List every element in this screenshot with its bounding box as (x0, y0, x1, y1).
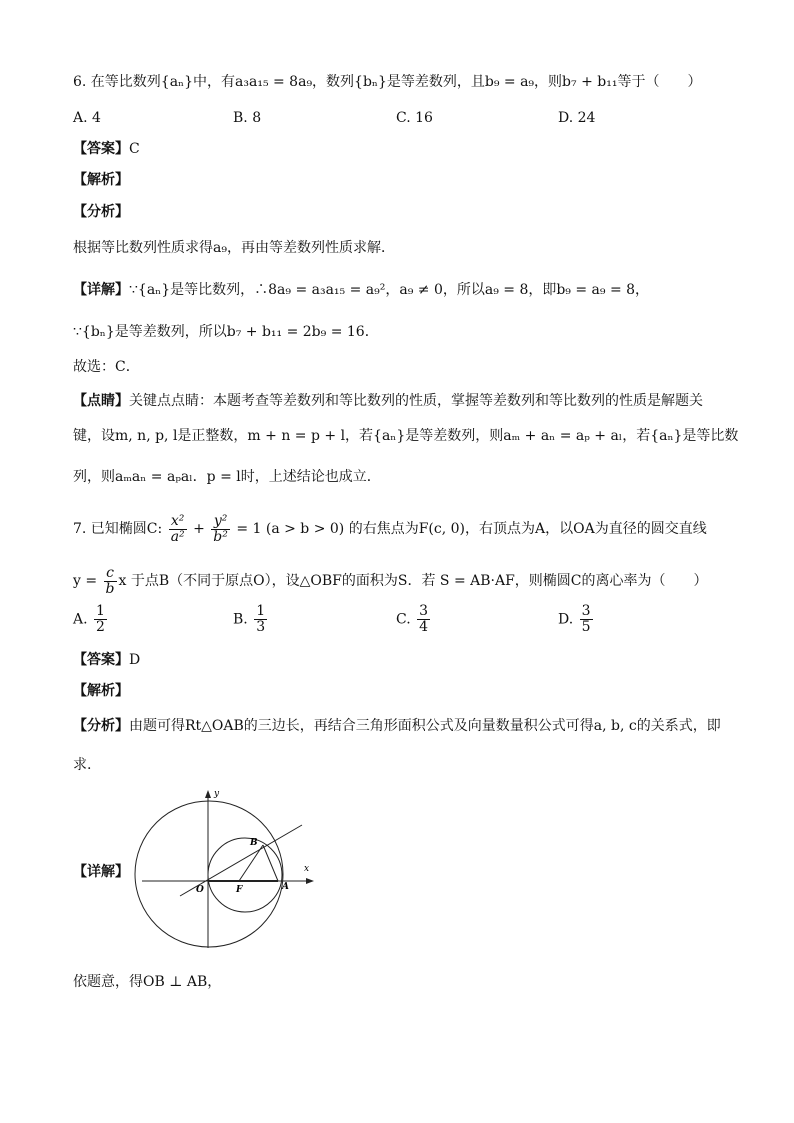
q7-plus: + (188, 521, 210, 537)
q6-dianjing-line2: 键，设m, n, p, l是正整数，m + n = p + l，若{aₙ}是等差数列，则aₘ + aₙ = aₚ + aₗ，若{aₙ}是等比数 (73, 428, 739, 444)
segment-ab (263, 845, 278, 881)
q7-analysis-tag: 【解析】 (73, 683, 129, 699)
q7-frac-x: $\frac{\text{x²}}{\text{a²}}$ (170, 512, 185, 545)
q7-fenxi-text1: 由题可得Rt△OAB的三边长，再结合三角形面积公式及向量数量积公式可得a, b, c的关系式，即 (129, 718, 721, 734)
q6-dianjing-line3: 列，则aₘaₙ = aₚaₗ．p = l时，上述结论也成立． (73, 469, 381, 485)
q6-analysis-tag: 【解析】 (73, 172, 129, 188)
focus-label: F (236, 885, 243, 895)
q6-answer-value: C (129, 141, 140, 157)
q7-option-d: D. $\frac{3}{5}$ (558, 603, 591, 635)
q7-option-b-frac: $\frac{1}{3}$ (256, 603, 266, 635)
diameter-circle (208, 838, 282, 912)
q6-fenxi-text: 根据等比数列性质求得a₉，再由等差数列性质求解． (73, 240, 395, 256)
q6-answer-row (73, 139, 140, 159)
q6-detail-line2: ∵{bₙ}是等差数列，所以b₇ + b₁₁ = 2b₉ = 16． (73, 324, 379, 340)
q7-fenxi-line1 (73, 716, 721, 736)
q6-detail-text1: ∵{aₙ}是等比数列，∴8a₉ = a₃a₁₅ = a₉²，a₉ ≠ 0，所以a₉ = 8，即b₉ = a₉ = 8， (129, 282, 650, 298)
q6-option-a: A. 4 (73, 110, 101, 126)
q7-frac-y: $\frac{\text{y²}}{\text{b²}}$ (213, 512, 228, 545)
q6-stem: 6. 在等比数列{aₙ}中，有a₃a₁₅ = 8a₉，数列{bₙ}是等差数列，且b₉ = a₉，则b₇ + b₁₁等于（ ） (73, 74, 702, 90)
q6-option-b: B. 8 (233, 110, 262, 126)
q7-option-d-frac: $\frac{3}{5}$ (581, 603, 591, 635)
q7-stem-post: = 1 (a > b > 0) 的右焦点为F(c, 0)，右顶点为A，以OA为直径的圆交直线 (231, 521, 707, 537)
q6-detail-line1 (73, 280, 649, 300)
q7-stem-line2 (73, 564, 708, 598)
q7-option-b: B. $\frac{1}{3}$ (233, 603, 266, 635)
q6-option-c: C. 16 (396, 110, 433, 126)
answer-tag: 【答案】 (73, 652, 129, 668)
q7-option-a-frac: $\frac{1}{2}$ (96, 603, 105, 635)
detail-tag: 【详解】 (73, 282, 129, 298)
q7-answer-row (73, 650, 140, 670)
y-axis-label: y (214, 789, 220, 799)
q7-frac-cb: $\frac{c}{b}$ (105, 564, 115, 597)
q7-detail-tag: 【详解】 (73, 864, 129, 880)
fenxi-tag: 【分析】 (73, 718, 129, 734)
answer-tag: 【答案】 (73, 141, 129, 157)
dianjing-tag: 【点睛】 (73, 393, 129, 409)
vertex-label: A (282, 882, 289, 892)
ellipse (135, 801, 283, 947)
q7-line2-pre: y = (73, 573, 102, 589)
q7-stem-pre: 7. 已知椭圆C: (73, 521, 167, 537)
q7-option-a: A. $\frac{1}{2}$ (73, 603, 105, 635)
q7-final-line: 依题意，得OB ⊥ AB， (73, 974, 222, 990)
q7-answer-value: D (129, 652, 141, 668)
point-b-label: B (250, 838, 258, 848)
q6-fenxi-tag: 【分析】 (73, 204, 129, 220)
q7-fenxi-line2: 求. (73, 757, 92, 773)
q6-dianjing-text1: 关键点点睛：本题考查等差数列和等比数列的性质，掌握等差数列和等比数列的性质是解题关 (129, 393, 703, 409)
q7-stem (73, 512, 707, 546)
q7-option-c: C. $\frac{3}{4}$ (396, 603, 429, 635)
segment-bf (239, 845, 263, 881)
ellipse-circle-figure (130, 788, 330, 948)
q7-option-c-frac: $\frac{3}{4}$ (419, 603, 429, 635)
q7-line2-post: x 于点B（不同于原点O），设△OBF的面积为S．若 S = AB·AF，则椭圆C的离心率为（ ） (118, 573, 708, 589)
q6-option-d: D. 24 (558, 110, 596, 126)
q6-dianjing-line1 (73, 391, 703, 411)
y-axis-arrow-icon (205, 790, 211, 798)
q6-conclusion: 故选：C． (73, 359, 140, 375)
x-axis-arrow-icon (306, 878, 314, 884)
origin-label: O (196, 885, 204, 895)
x-axis-label: x (304, 864, 310, 874)
